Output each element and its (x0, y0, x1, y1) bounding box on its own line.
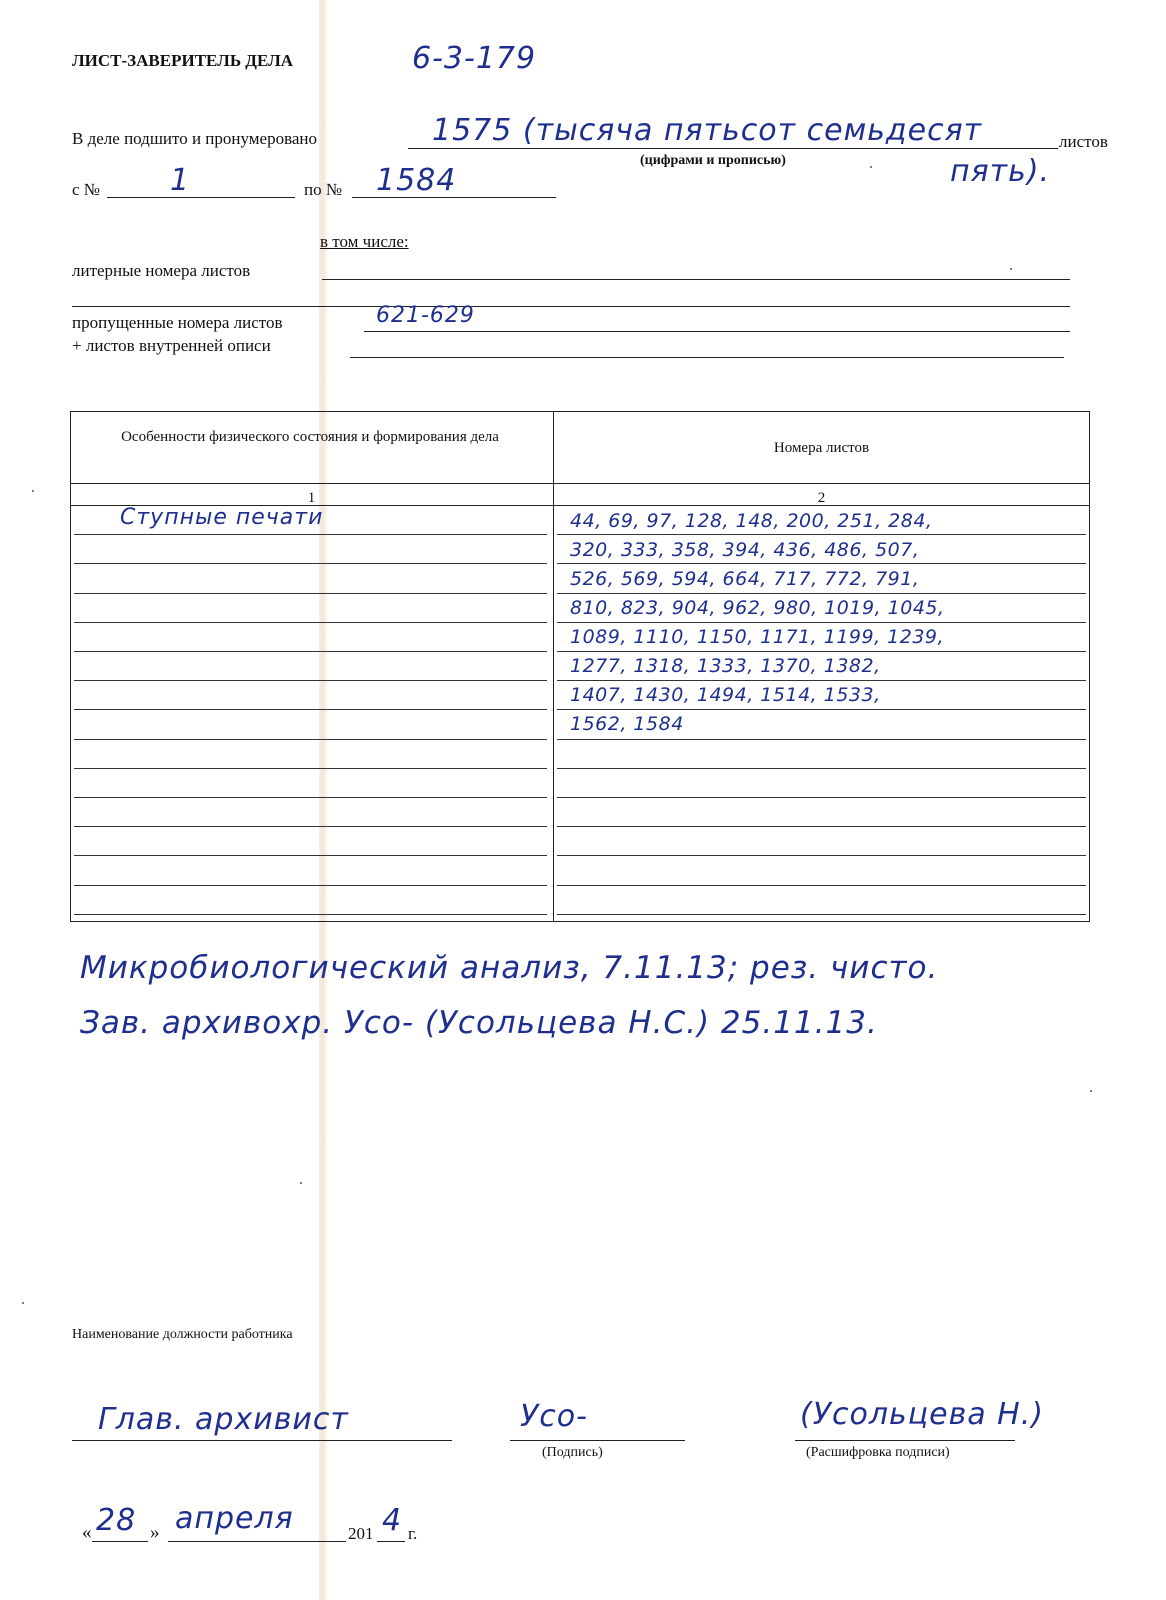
table-ruled-line (557, 651, 1086, 652)
date-day-handwritten: 28 (96, 1503, 137, 1538)
table-ruled-line (74, 768, 547, 769)
inner-inventory-label: + листов внутренней описи (72, 336, 271, 355)
date-year-underline (377, 1541, 405, 1542)
date-month-underline (168, 1541, 346, 1542)
table-ruled-line (74, 826, 547, 827)
table-ruled-line (74, 563, 547, 564)
range-from-handwritten: 1 (170, 163, 191, 198)
table-ruled-line (557, 593, 1086, 594)
letter-numbers-label: литерные номера листов (72, 261, 251, 280)
position-handwritten: Глав. архивист (98, 1402, 349, 1437)
missing-numbers-label: пропущенные номера листов (72, 313, 283, 332)
sheet-numbers-line-7: 1407, 1430, 1494, 1514, 1533, (570, 684, 881, 706)
filed-count-continued-handwritten: пять). (950, 154, 1051, 189)
scan-speck (300, 1182, 302, 1184)
table-ruled-line (74, 651, 547, 652)
sheet-numbers-line-2: 320, 333, 358, 394, 436, 486, 507, (570, 539, 920, 561)
table-ruled-line (74, 680, 547, 681)
table-ruled-line (557, 563, 1086, 564)
sheet-numbers-line-5: 1089, 1110, 1150, 1171, 1199, 1239, (570, 626, 945, 648)
table-ruled-line (74, 709, 547, 710)
case-number-handwritten: 6-3-179 (412, 41, 537, 76)
filed-count-handwritten: 1575 (тысяча пятьсот семьдесят (432, 113, 983, 148)
table-header-divider (70, 483, 1090, 484)
range-from-label: с № (72, 180, 101, 199)
table-ruled-line (74, 797, 547, 798)
table-ruled-line (557, 739, 1086, 740)
table-ruled-line (74, 914, 547, 915)
scan-speck (870, 166, 872, 168)
signature-handwritten: Усо- (520, 1399, 588, 1434)
filed-suffix: листов (1059, 132, 1108, 151)
filed-underline (408, 148, 1058, 149)
filed-hint: (цифрами и прописью) (640, 153, 786, 168)
table-ruled-line (74, 593, 547, 594)
note-line-2-handwritten: Зав. архивохр. Усо- (Усольцева Н.С.) 25.11.13. (80, 1005, 878, 1041)
table-ruled-line (74, 855, 547, 856)
table-ruled-line (74, 534, 547, 535)
including-label: в том числе: (320, 232, 409, 251)
document-title: ЛИСТ-ЗАВЕРИТЕЛЬ ДЕЛА (72, 51, 294, 70)
table-col1-header: Особенности физического состояния и формирования дела (121, 429, 499, 445)
scan-speck (32, 490, 34, 492)
date-suffix: г. (408, 1524, 418, 1543)
scan-speck (1010, 268, 1012, 270)
range-to-label: по № (304, 180, 343, 199)
table-ruled-line (557, 885, 1086, 886)
date-year-prefix: 201 (348, 1524, 374, 1543)
position-label: Наименование должности работника (72, 1327, 293, 1342)
table-col2-header: Номера листов (773, 440, 870, 456)
signature-caption: (Подпись) (542, 1445, 603, 1460)
inner-inventory-underline (350, 357, 1064, 358)
date-open-quote: « (82, 1522, 92, 1543)
date-month-handwritten: апреля (175, 1501, 294, 1536)
signature-decode-underline (795, 1440, 1015, 1441)
sheet-numbers-line-3: 526, 569, 594, 664, 717, 772, 791, (570, 568, 920, 590)
table-ruled-line (557, 709, 1086, 710)
date-close-quote: » (150, 1522, 160, 1543)
sheet-numbers-line-8: 1562, 1584 (570, 713, 684, 735)
range-to-handwritten: 1584 (376, 163, 457, 198)
scan-speck (22, 1302, 24, 1304)
table-ruled-line (557, 855, 1086, 856)
position-underline (72, 1440, 452, 1441)
note-line-1-handwritten: Микробиологический анализ, 7.11.13; рез. чисто. (80, 950, 939, 986)
table-ruled-line (557, 768, 1086, 769)
scan-speck (1090, 1090, 1092, 1092)
sheet-numbers-line-6: 1277, 1318, 1333, 1370, 1382, (570, 655, 881, 677)
signature-decode-caption: (Расшифровка подписи) (806, 1445, 950, 1460)
sheet-numbers-line-4: 810, 823, 904, 962, 980, 1019, 1045, (570, 597, 945, 619)
table-ruled-line (74, 885, 547, 886)
table-col1-number: 1 (307, 490, 316, 506)
table-col2-number: 2 (817, 490, 826, 506)
table-ruled-line (74, 622, 547, 623)
blank-underline (72, 306, 1070, 307)
signature-underline (510, 1440, 685, 1441)
table-ruled-line (557, 680, 1086, 681)
missing-numbers-handwritten: 621-629 (376, 303, 475, 328)
table-ruled-line (74, 739, 547, 740)
table-ruled-line (557, 797, 1086, 798)
filed-label: В деле подшито и пронумеровано (72, 129, 318, 148)
table-ruled-line (557, 826, 1086, 827)
date-day-underline (92, 1541, 148, 1542)
table-ruled-line (557, 622, 1086, 623)
range-from-underline (107, 197, 295, 198)
sheet-numbers-line-1: 44, 69, 97, 128, 148, 200, 251, 284, (570, 510, 933, 532)
table-col1-entry-handwritten: Ступные печати (120, 505, 324, 530)
date-year-handwritten: 4 (382, 1503, 403, 1538)
signature-decode-handwritten: (Усольцева Н.) (800, 1397, 1044, 1432)
table-ruled-line (557, 534, 1086, 535)
letter-numbers-underline (322, 279, 1070, 280)
missing-numbers-underline (364, 331, 1070, 332)
table-ruled-line (557, 914, 1086, 915)
